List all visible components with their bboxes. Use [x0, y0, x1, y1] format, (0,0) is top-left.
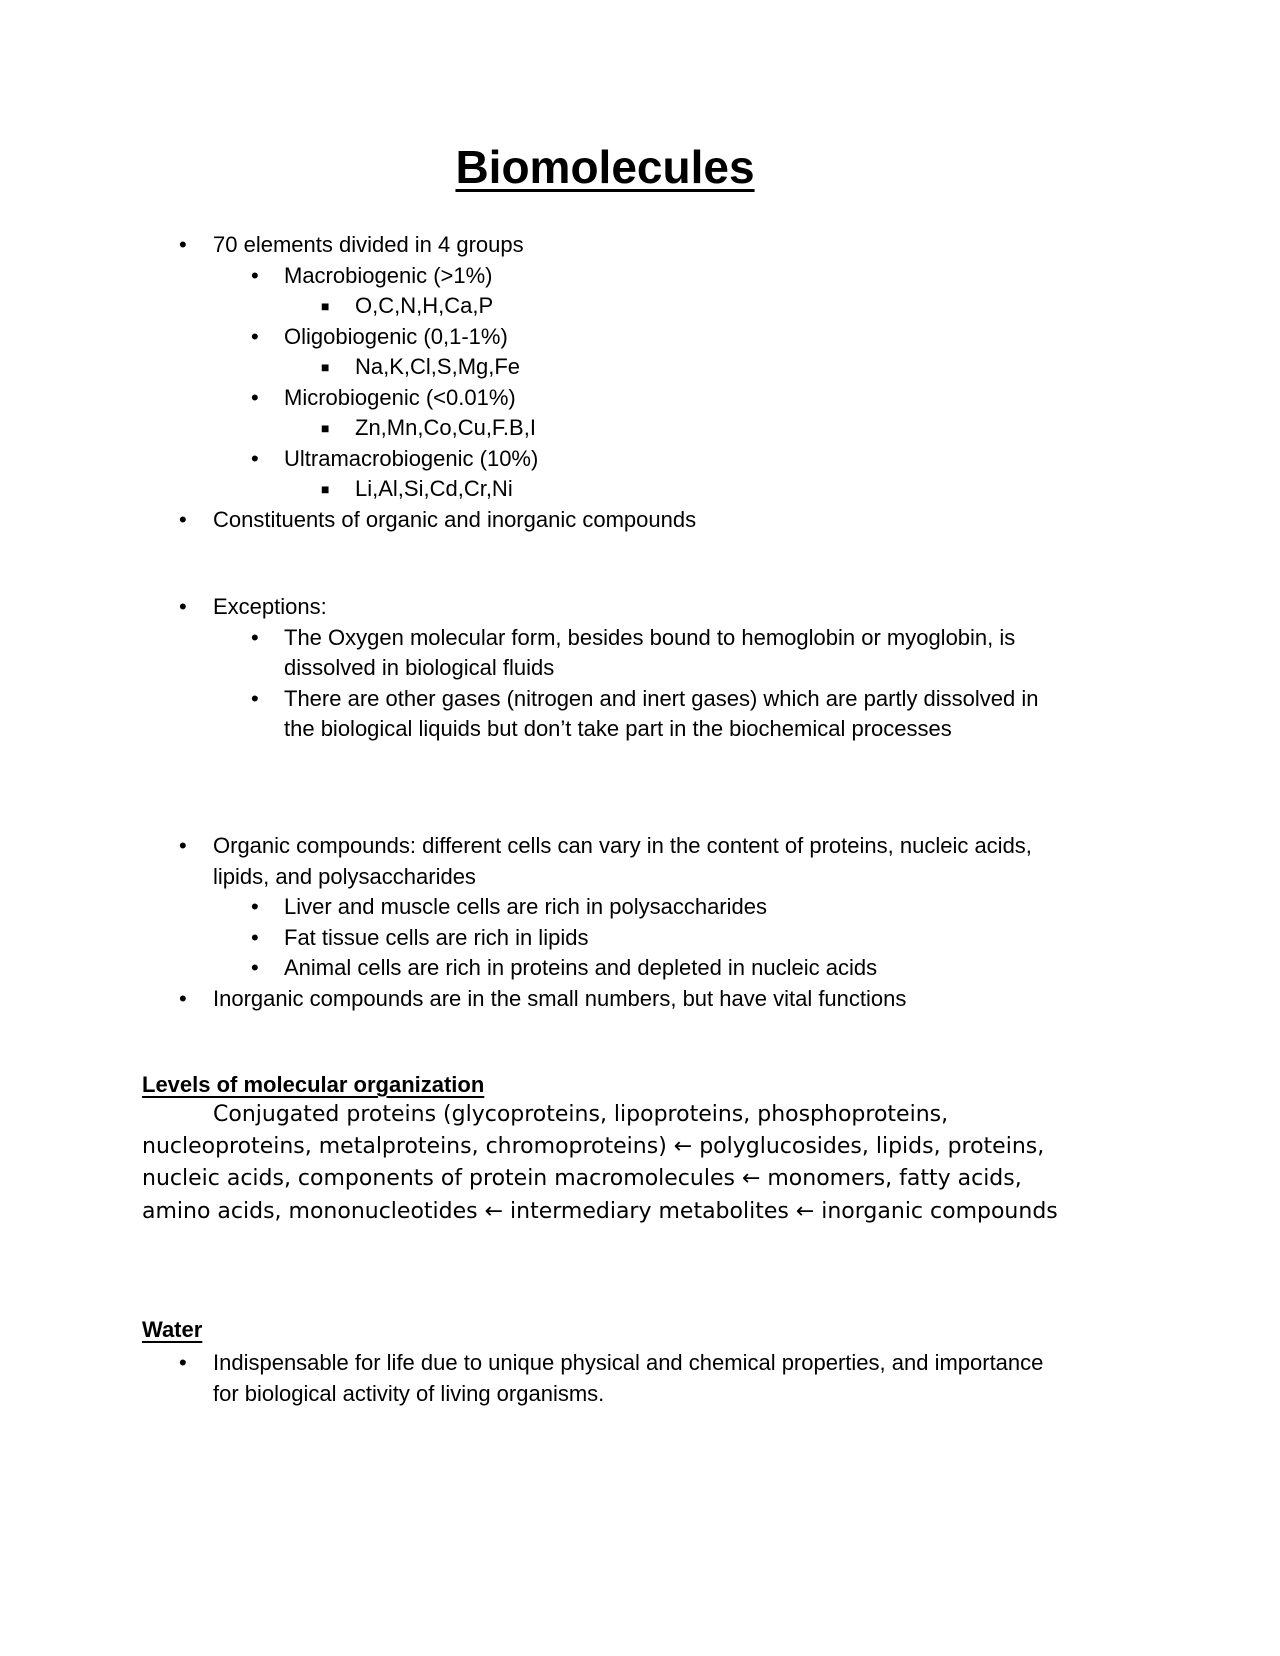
- list-item-text: Fat tissue cells are rich in lipids: [284, 924, 589, 950]
- list-item-text: There are other gases (nitrogen and inert gases) which are partly dissolved in the biological liquids but don’t take part in the biochemical processes: [284, 685, 1039, 741]
- group-name: Microbiogenic (<0.01%): [284, 384, 516, 410]
- list-item-text: Animal cells are rich in proteins and depleted in nucleic acids: [284, 955, 878, 980]
- page-title: Biomolecules: [455, 141, 755, 193]
- bullet-icon: •: [251, 262, 259, 288]
- levels-paragraph: Conjugated proteins (glycoproteins, lipoproteins, phosphoproteins, nucleoproteins, metalproteins, chromoproteins) ← polyglucosides, lipids, proteins, nucleic acids, components of protein macromolecules ← monomers, fatty acids, amino acids, mononucleotides ← intermediary metabolites ← inorganic compounds: [142, 1102, 1058, 1224]
- list-item: [321, 474, 1055, 505]
- bullet-icon: •: [251, 445, 259, 471]
- list-item: [321, 413, 1055, 444]
- bullet-icon: •: [179, 232, 187, 257]
- group-name: Ultramacrobiogenic (10%): [284, 445, 539, 471]
- bullet-icon: •: [251, 323, 259, 349]
- list-item: [179, 1348, 1063, 1409]
- square-bullet-icon: ■: [321, 420, 330, 436]
- list-item: [321, 291, 1055, 322]
- list-item-text: Constituents of organic and inorganic compounds: [213, 506, 697, 532]
- group-elements: Na,K,Cl,S,Mg,Fe: [355, 354, 521, 379]
- bullet-icon: •: [179, 833, 187, 858]
- list-item: [251, 953, 1064, 984]
- square-bullet-icon: ■: [321, 481, 330, 497]
- list-item: [251, 923, 1064, 954]
- square-bullet-icon: ■: [321, 359, 330, 375]
- list-item: [179, 831, 1063, 892]
- group-elements: Li,Al,Si,Cd,Cr,Ni: [355, 476, 513, 501]
- list-item: [321, 352, 1055, 383]
- list-item: [251, 322, 1064, 353]
- section-heading-water: Water: [142, 1317, 203, 1342]
- section-heading-levels: Levels of molecular organization: [142, 1072, 485, 1097]
- list-item: [251, 444, 1064, 475]
- bullet-icon: •: [251, 685, 259, 711]
- list-item: [179, 592, 1063, 623]
- list-item: [179, 230, 1063, 261]
- bullet-icon: •: [179, 594, 187, 619]
- list-item-text: Exceptions:: [213, 594, 327, 619]
- list-item: [251, 684, 1064, 745]
- list-item-text: 70 elements divided in 4 groups: [213, 232, 524, 257]
- list-item: [251, 261, 1064, 292]
- bullet-icon: •: [179, 506, 187, 532]
- group-elements: O,C,N,H,Ca,P: [355, 293, 494, 318]
- bullet-icon: •: [251, 924, 259, 950]
- bullet-icon: •: [179, 1350, 187, 1375]
- list-item: [179, 984, 1063, 1015]
- list-item: [251, 892, 1064, 923]
- square-bullet-icon: ■: [321, 298, 330, 314]
- exceptions-list: [0, 592, 1200, 745]
- bullet-icon: •: [251, 624, 259, 650]
- water-list: [0, 1348, 1200, 1409]
- group-elements: Zn,Mn,Co,Cu,F.B,I: [355, 415, 536, 440]
- list-item-text: Organic compounds: different cells can vary in the content of proteins, nucleic acids, lipids, and polysaccharides: [213, 833, 1032, 889]
- elements-list: [0, 230, 1200, 535]
- list-item-text: Liver and muscle cells are rich in polysaccharides: [284, 894, 767, 919]
- list-item: [179, 505, 1063, 536]
- bullet-icon: •: [251, 955, 259, 980]
- bullet-icon: •: [251, 384, 259, 410]
- group-name: Macrobiogenic (>1%): [284, 262, 493, 288]
- compounds-list: [0, 831, 1200, 1014]
- list-item-text: The Oxygen molecular form, besides bound to hemoglobin or myoglobin, is dissolved in biological fluids: [284, 624, 1016, 680]
- list-item-text: Indispensable for life due to unique physical and chemical properties, and importance for biological activity of living organisms.: [213, 1350, 1044, 1406]
- group-name: Oligobiogenic (0,1-1%): [284, 323, 508, 349]
- bullet-icon: •: [251, 894, 259, 919]
- list-item: [251, 623, 1064, 684]
- list-item-text: Inorganic compounds are in the small numbers, but have vital functions: [213, 985, 907, 1011]
- bullet-icon: •: [179, 985, 187, 1011]
- list-item: [251, 383, 1064, 414]
